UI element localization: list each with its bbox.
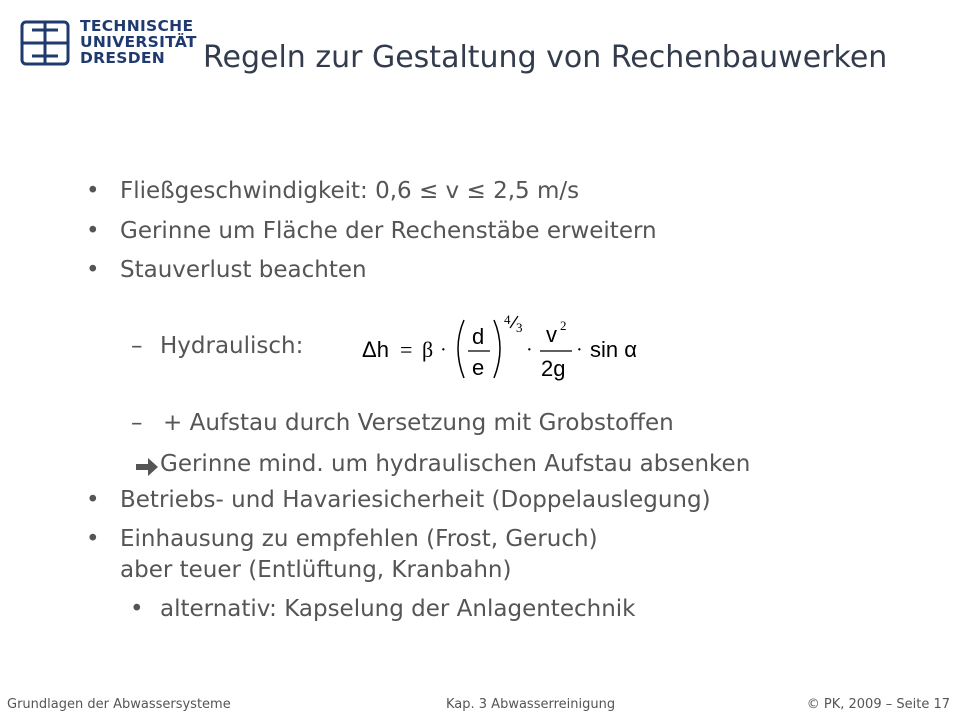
bullet-dot: • [86,526,100,552]
formula-dot: · [440,339,447,361]
logo-line-1: TECHNISCHE [80,17,194,35]
bullet-velocity: Fließgeschwindigkeit: 0,6 ≤ v ≤ 2,5 m/s [120,178,580,204]
sub-bullet-encapsulation: alternativ: Kapselung der Anlagentechnik [160,596,636,622]
formula-exp-den: 3 [516,320,523,335]
formula-paren-right [494,320,500,378]
formula-sin: sin α [590,337,637,362]
bullet-housing-continuation: aber teuer (Entlüftung, Kranbahn) [120,557,512,583]
bullet-widen-channel: Gerinne um Fläche der Rechenstäbe erweitern [120,218,657,244]
formula-numerator: d [472,324,485,349]
bullet-housing: Einhausung zu empfehlen (Frost, Geruch) [120,526,598,552]
dash-marker: – [131,410,143,436]
logo-line-2: UNIVERSITÄT [80,33,197,51]
head-loss-formula [360,312,660,384]
formula-dot: · [576,339,583,361]
bullet-dot: • [86,218,100,244]
formula-v: v [546,322,557,347]
footer-page: © PK, 2009 – Seite 17 [806,697,950,712]
formula-denominator: e [472,355,485,380]
footer-chapter: Kap. 3 Abwasserreinigung [446,697,616,712]
formula-lhs: Δh [362,337,389,362]
right-arrow-icon [134,456,160,478]
bullet-dot: • [86,178,100,204]
formula-beta: β [422,337,434,362]
formula-two-g: 2g [541,356,566,381]
bullet-dot: • [86,257,100,283]
formula-equals: = [400,337,413,362]
bullet-safety: Betriebs- und Havariesicherheit (Doppelauslegung) [120,487,711,513]
bullet-head-loss: Stauverlust beachten [120,257,367,283]
sub-backwater: + Aufstau durch Versetzung mit Grobstoffen [163,410,674,436]
sub-lower-channel: Gerinne mind. um hydraulischen Aufstau absenken [160,451,751,477]
logo-line-3: DRESDEN [80,49,166,67]
formula-dot: · [526,339,533,361]
formula-exp-num: 4 [504,312,511,327]
footer-course: Grundlagen der Abwassersysteme [7,697,231,712]
bullet-dot: • [130,596,144,622]
formula-v-exp: 2 [560,318,567,333]
formula-paren-left [458,320,464,378]
sub-hydraulic: Hydraulisch: [160,333,304,359]
dash-marker: – [131,333,143,359]
slide-title: Regeln zur Gestaltung von Rechenbauwerken [203,40,888,75]
bullet-dot: • [86,487,100,513]
